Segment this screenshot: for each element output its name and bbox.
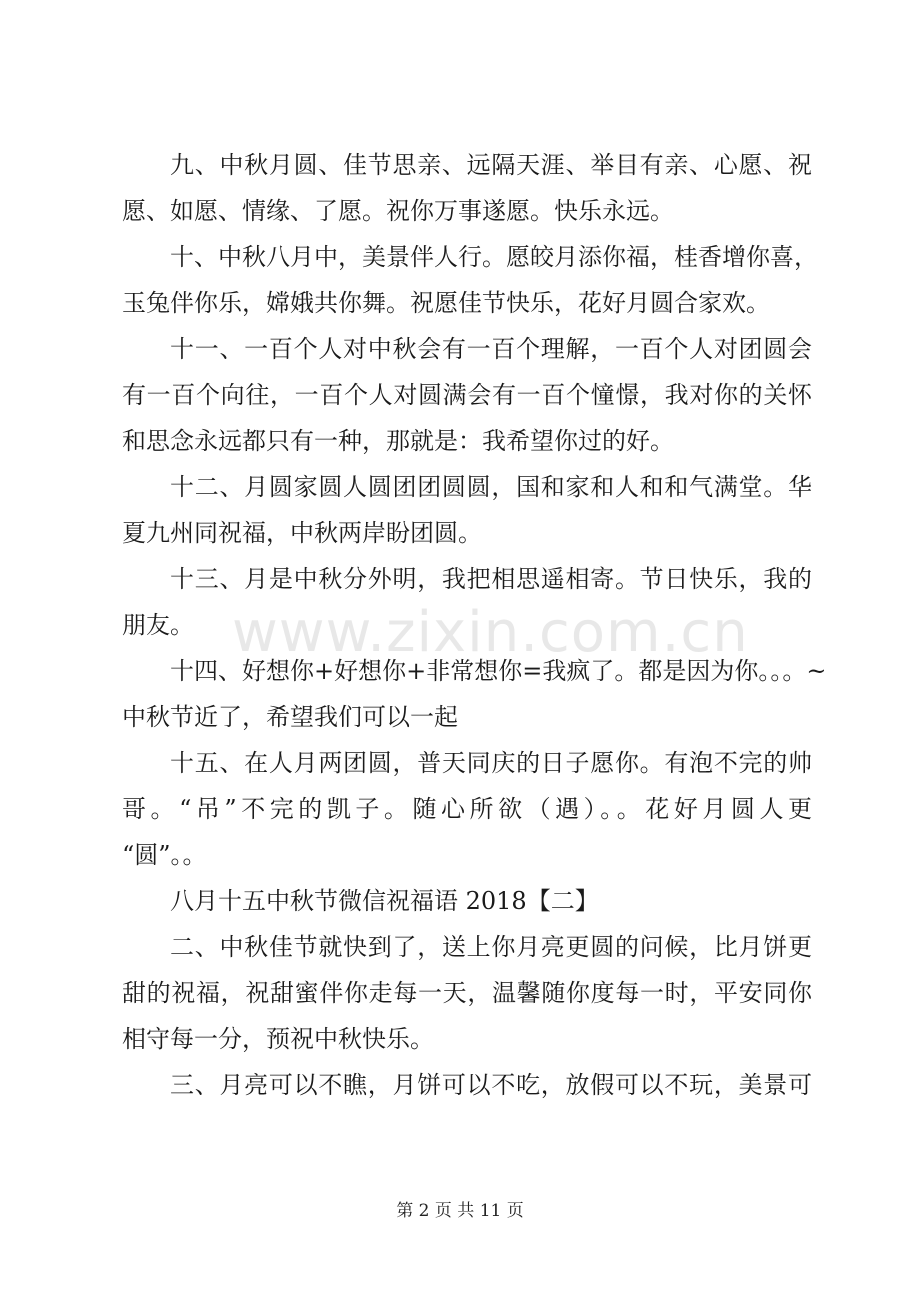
text-line: 十一、一百个人对中秋会有一百个理解，一百个人对团圆会 bbox=[170, 335, 812, 363]
text-line: 朋友。 bbox=[122, 611, 194, 639]
text-line: 三、月亮可以不瞧，月饼可以不吃，放假可以不玩，美景可 bbox=[170, 1071, 812, 1099]
text-line: 哥。“吊”不完的凯子。随心所欲（遇）。。花好月圆人更 bbox=[122, 795, 812, 823]
text-line: “圆”。。 bbox=[122, 841, 207, 869]
text-line: 玉兔伴你乐，嫦娥共你舞。祝愿佳节快乐，花好月圆合家欢。 bbox=[122, 289, 770, 317]
text-line: 和思念永远都只有一种，那就是：我希望你过的好。 bbox=[122, 427, 674, 455]
page-footer bbox=[0, 1196, 920, 1221]
section-heading bbox=[122, 878, 812, 924]
watermark: www.zixin.com.cn bbox=[232, 600, 749, 665]
text-line: 中秋节近了，希望我们可以一起 bbox=[122, 703, 458, 731]
text-line: 十二、月圆家圆人圆团团圆圆，国和家和人和和气满堂。华 bbox=[170, 473, 812, 501]
text-line: 相守每一分，预祝中秋快乐。 bbox=[122, 1025, 434, 1053]
text-line: 愿、如愿、情缘、了愿。祝你万事遂愿。快乐永远。 bbox=[122, 197, 674, 225]
text-line: 十、中秋八月中，美景伴人行。愿皎月添你福，桂香增你喜， bbox=[170, 243, 818, 271]
text-line: 九、中秋月圆、佳节思亲、远隔天涯、举目有亲、心愿、祝 bbox=[170, 151, 812, 179]
page-number: 第 2 页 共 11 页 bbox=[396, 1201, 524, 1221]
heading-line: 八月十五中秋节微信祝福语 2018【二】 bbox=[170, 887, 599, 915]
document-body bbox=[122, 142, 827, 1108]
paragraph bbox=[122, 924, 812, 1062]
paragraph bbox=[122, 464, 812, 556]
text-line: 有一百个向往，一百个人对圆满会有一百个憧憬，我对你的关怀 bbox=[122, 381, 812, 409]
paragraph bbox=[122, 1062, 812, 1108]
paragraph bbox=[122, 326, 812, 464]
paragraph bbox=[122, 556, 812, 648]
paragraph bbox=[122, 648, 827, 740]
text-line: 甜的祝福，祝甜蜜伴你走每一天，温馨随你度每一时，平安同你 bbox=[122, 979, 812, 1007]
paragraph bbox=[122, 142, 812, 234]
text-line: 十五、在人月两团圆，普天同庆的日子愿你。有泡不完的帅 bbox=[170, 749, 812, 777]
paragraph bbox=[122, 234, 818, 326]
paragraph bbox=[122, 740, 812, 878]
text-line: 十三、月是中秋分外明，我把相思遥相寄。节日快乐，我的 bbox=[170, 565, 812, 593]
text-line: 夏九州同祝福，中秋两岸盼团圆。 bbox=[122, 519, 482, 547]
text-line: 二、中秋佳节就快到了，送上你月亮更圆的问候，比月饼更 bbox=[170, 933, 812, 961]
text-line: 十四、好想你+好想你+非常想你=我疯了。都是因为你。。。~ bbox=[170, 657, 827, 685]
